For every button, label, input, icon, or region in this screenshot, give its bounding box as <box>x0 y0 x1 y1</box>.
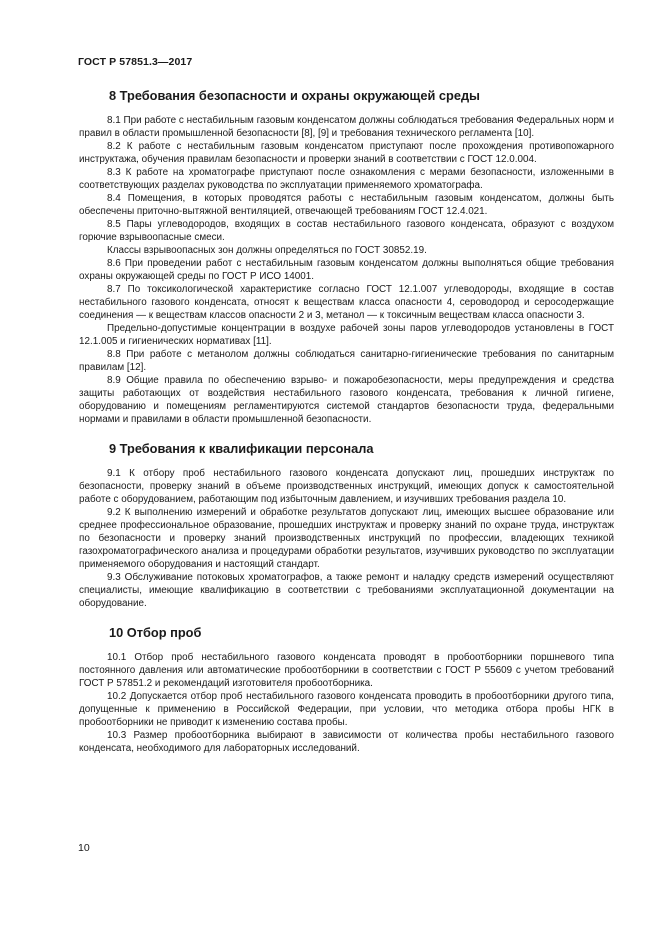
paragraph-8-5: 8.5 Пары углеводородов, входящих в состав нестабильного газового конденсата, образуют с воздухом горючие взрывоопасные смеси. <box>79 219 614 243</box>
paragraph-8-7-limits: Предельно-допустимые концентрации в воздухе рабочей зоны паров углеводородов установлены в ГОСТ 12.1.005 и гигиенических нормативах [11]. <box>79 323 614 347</box>
paragraph-10-2: 10.2 Допускается отбор проб нестабильного газового конденсата проводить в пробоотборники другого типа, допущенные к применению в Российской Федерации, при условии, что методика отбора пробы НГК в пробоотборники не приводит к изменению состава пробы. <box>79 691 614 728</box>
paragraph-8-4: 8.4 Помещения, в которых проводятся работы с нестабильным газовым конденсатом, должны быть обеспечены приточно-вытяжной вентиляцией, отвечающей требованиям ГОСТ 12.4.021. <box>79 193 614 217</box>
section-8-safety <box>79 88 614 426</box>
paragraph-8-7: 8.7 По токсикологической характеристике согласно ГОСТ 12.1.007 углеводороды, входящие в состав нестабильного газового конденсата, относят к веществам класса опасности 4, сероводород и серосодержащие соединения — к веществам классов опасности 2 и 3, метанол — к токсичным веществам класса опасности 3. <box>79 284 614 321</box>
document-code: ГОСТ Р 57851.3—2017 <box>78 56 193 68</box>
document-body <box>79 88 614 770</box>
page-number: 10 <box>78 842 90 854</box>
paragraph-8-2: 8.2 К работе с нестабильным газовым конденсатом приступают после прохождения противопожарного инструктажа, обучения правилам безопасности и проверки знаний в соответствии с ГОСТ 12.0.004. <box>79 141 614 165</box>
section-heading: 8 Требования безопасности и охраны окружающей среды <box>109 88 480 103</box>
paragraph-10-3: 10.3 Размер пробоотборника выбирают в зависимости от количества пробы нестабильного газового конденсата, необходимого для лабораторных исследований. <box>79 730 614 754</box>
paragraph-8-1: 8.1 При работе с нестабильным газовым конденсатом должны соблюдаться требования Федеральных норм и правил в области промышленной безопасности [8], [9] и требования технического регламента [10]. <box>79 115 614 139</box>
paragraph-9-2: 9.2 К выполнению измерений и обработке результатов допускают лиц, имеющих высшее образование или среднее профессиональное образование, прошедших инструктаж и проверку знаний по охране труда, инструктаж по безопасности и проверку знаний производственных инструкций по профессии, владеющих техникой газохроматографического анализа и процедурами обработки результатов, изучивших руководство по эксплуатации применяемого оборудования и настоящий стандарт. <box>79 507 614 570</box>
paragraph-8-8: 8.8 При работе с метанолом должны соблюдаться санитарно-гигиенические требования по санитарным правилам [12]. <box>79 349 614 373</box>
section-heading: 9 Требования к квалификации персонала <box>109 441 374 456</box>
paragraph-8-3: 8.3 К работе на хроматографе приступают после ознакомления с мерами безопасности, изложенными в соответствующих разделах руководства по эксплуатации применяемого хроматографа. <box>79 167 614 191</box>
paragraph-8-9: 8.9 Общие правила по обеспечению взрыво- и пожаробезопасности, меры предупреждения и средства защиты работающих от воздействия нестабильного газового конденсата, требования к личной гигиене, оборудованию и помещениям регламентируются системой стандартов безопасности труда, федеральными нормами и правилами в области промышленной безопасности. <box>79 375 614 425</box>
paragraph-8-6: 8.6 При проведении работ с нестабильным газовым конденсатом должны выполняться общие требования охраны окружающей среды по ГОСТ Р ИСО 14001. <box>79 258 614 282</box>
paragraph-8-5-classes: Классы взрывоопасных зон должны определяться по ГОСТ 30852.19. <box>107 245 427 256</box>
section-10-sampling <box>79 625 614 755</box>
paragraph-10-1: 10.1 Отбор проб нестабильного газового конденсата проводят в пробоотборники поршневого типа постоянного давления или автоматические пробоотборники в соответствии с ГОСТ Р 55609 с учетом требований ГОСТ Р 57851.2 и рекомендаций изготовителя пробоотборника. <box>79 652 614 689</box>
section-heading: 10 Отбор проб <box>109 625 202 640</box>
paragraph-9-3: 9.3 Обслуживание потоковых хроматографов, а также ремонт и наладку средств измерений осуществляют специалисты, имеющие квалификацию в соответствии с требованиями эксплуатационной документации на оборудование. <box>79 572 614 609</box>
paragraph-9-1: 9.1 К отбору проб нестабильного газового конденсата допускают лиц, прошедших инструктаж по безопасности, проверку знаний в объеме производственных инструкций, имеющих допуск к самостоятельной работе с оборудованием, работающим под избыточным давлением, и изучивших требования раздела 10. <box>79 468 614 505</box>
section-9-qualification <box>79 441 614 610</box>
